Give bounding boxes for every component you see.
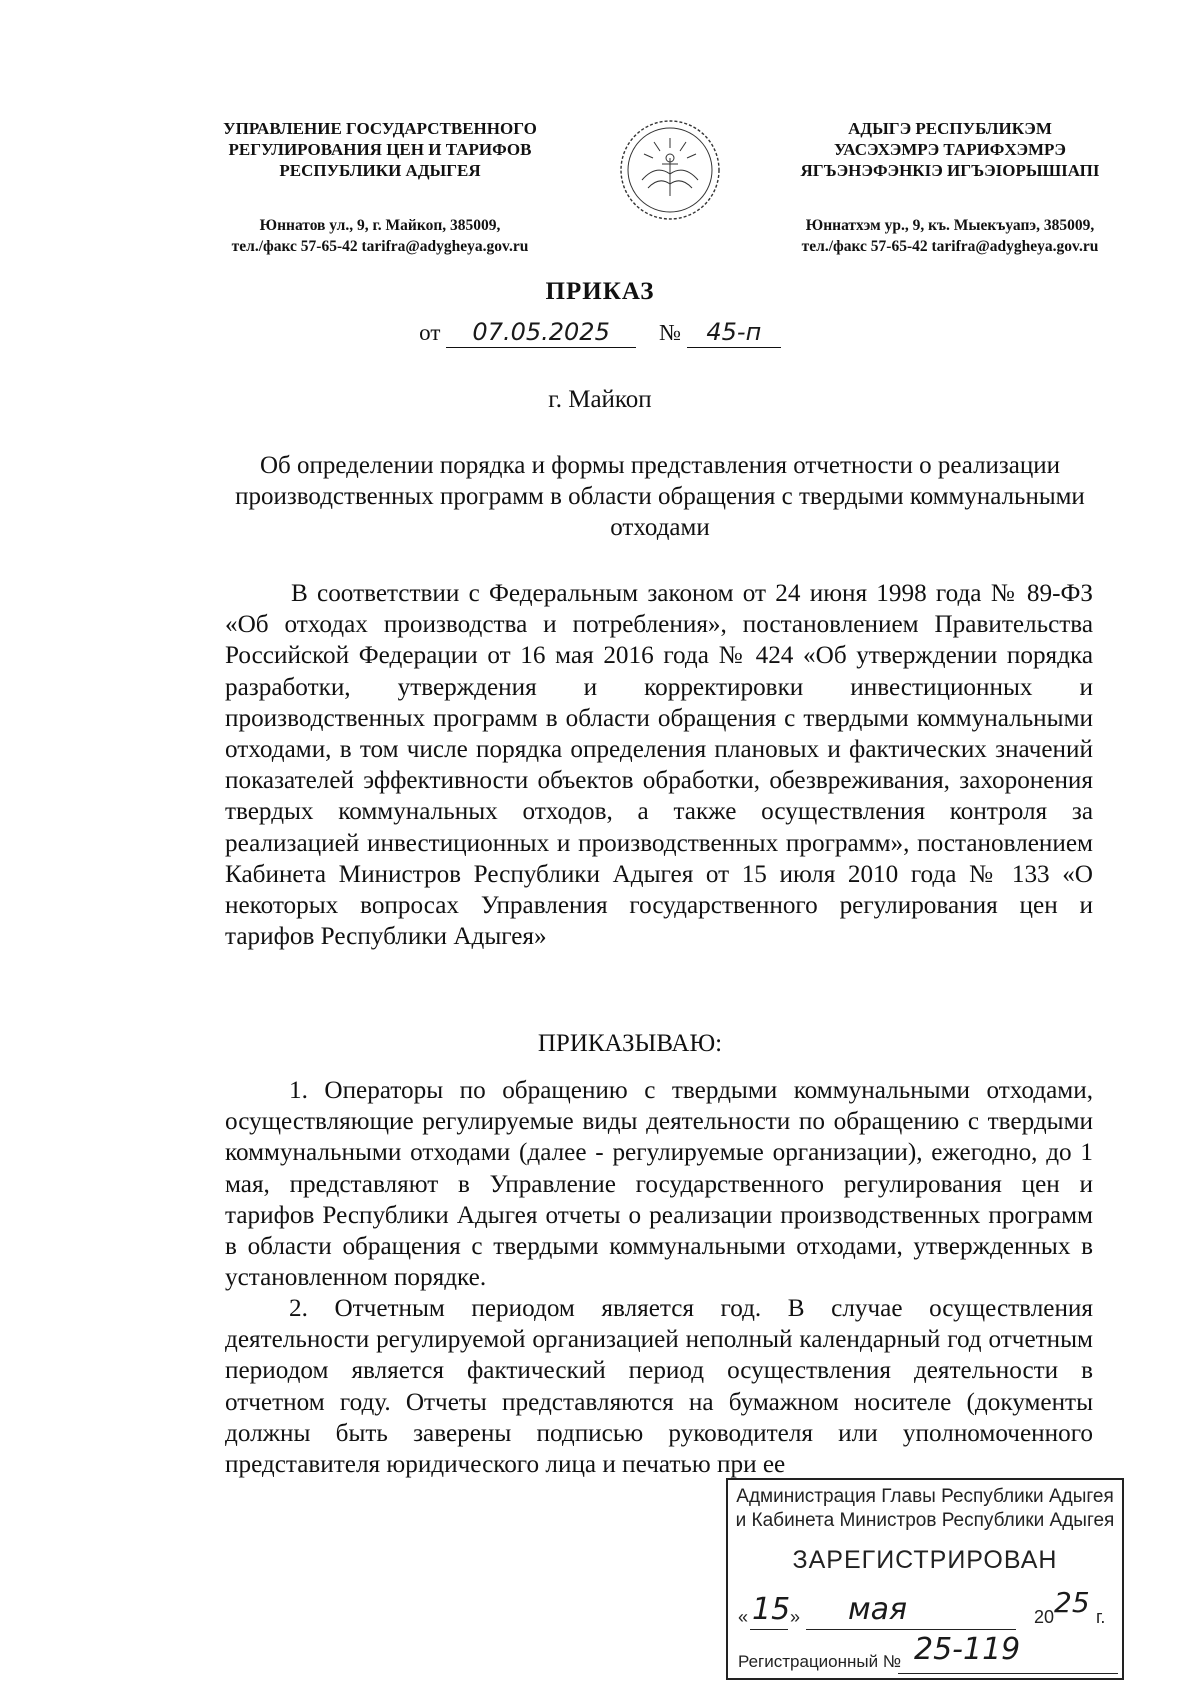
header-left-title [190, 118, 570, 181]
republic-emblem-seal-icon [618, 118, 722, 222]
registration-stamp [726, 1478, 1124, 1680]
stamp-year-prefix: 20 [1034, 1607, 1055, 1627]
stamp-quote-close: » [790, 1607, 801, 1627]
header-left-address-line: Юннатов ул., 9, г. Майкоп, 385009, [259, 217, 501, 234]
stamp-year-unit: г. [1096, 1607, 1106, 1627]
stamp-month-handwritten: мая [848, 1592, 908, 1627]
stamp-registration-row [738, 1632, 1118, 1676]
header-left-title-line: УПРАВЛЕНИЕ ГОСУДАРСТВЕННОГО [223, 119, 537, 138]
stamp-month-rule [806, 1629, 1016, 1630]
stamp-date-row [738, 1586, 1118, 1632]
stamp-quote-open: « [738, 1607, 749, 1627]
order-number-handwritten: 45-п [706, 318, 762, 346]
header-left-title-line: РЕСПУБЛИКИ АДЫГЕЯ [279, 161, 481, 180]
stamp-status: ЗАРЕГИСТРИРОВАН [792, 1546, 1058, 1574]
order-title: ПРИКАЗ [545, 278, 655, 305]
stamp-day-handwritten: 15 [752, 1592, 791, 1627]
order-date-handwritten: 07.05.2025 [472, 318, 610, 346]
header-right-address-line: Юннатхэм ур., 9, къ. Мыекъуапэ, 385009, [805, 217, 1095, 234]
order-item-1: 1. Операторы по обращению с твердыми коммунальными отходами, осуществляющие регулируемые виды деятельности по обращению с твердыми коммунальными отходами (далее - регулируемые организации), ежегодно, до 1 мая, представляют в Управление государственного регулирования цен и тарифов Республики Адыгея отчеты о реализации производственных программ в области обращения с твердыми коммунальными отходами, утвержденных в установленном порядке. [225, 1077, 1093, 1292]
order-date-field [446, 318, 636, 348]
stamp-registration-rule [898, 1673, 1118, 1674]
header-left-title-line: РЕГУЛИРОВАНИЯ ЦЕН И ТАРИФОВ [228, 140, 532, 159]
header-right-title-line: ЯГЪЭНЭФЭНКIЭ ИГЪЭIОРЫШIАПI [800, 161, 1100, 180]
order-date-number-line [0, 318, 1200, 348]
order-date-prefix: от [419, 320, 441, 345]
header-left-contacts-line: тел./факс 57-65-42 tarifra@adygheya.gov.ru [231, 238, 529, 255]
header-right-contacts-line: тел./факс 57-65-42 tarifra@adygheya.gov.ru [801, 238, 1099, 255]
order-number-prefix: № [659, 320, 682, 345]
order-item-2: 2. Отчетным периодом является год. В случае осуществления деятельности регулируемой организацией неполный календарный год отчетным периодом является фактический период осуществления деятельности в отчетном году. Отчеты представляются на бумажном носителе (документы должны быть заверены подписью руководителя или уполномоченного представителя юридического лица и печатью при ее [225, 1295, 1093, 1479]
decree-heading: ПРИКАЗЫВАЮ: [537, 1030, 723, 1057]
header-right-title-line: УАСЭХЭМРЭ ТАРИФХЭМРЭ [834, 140, 1066, 159]
stamp-registration-number-handwritten: 25-119 [914, 1632, 1021, 1667]
order-subject: Об определении порядка и формы представления отчетности о реализации производственных программ в области обращения с твердыми коммунальными отходами [235, 452, 1085, 541]
stamp-year-handwritten: 25 [1054, 1586, 1090, 1619]
order-number-field [687, 318, 781, 348]
header-right-address [760, 215, 1140, 257]
stamp-authority-line-1: Администрация Главы Республики Адыгея [736, 1486, 1114, 1507]
header-right-title [765, 118, 1135, 181]
city-line: г. Майкоп [548, 386, 652, 413]
header-left-address [180, 215, 580, 257]
stamp-day-rule [750, 1629, 788, 1630]
preamble-paragraph: В соответствии с Федеральным законом от 24 июня 1998 года № 89-ФЗ «Об отходах производства и потребления», постановлением Правительства Российской Федерации от 16 мая 2016 года № 424 «Об утверждении порядка разработки, утверждения и корректировки инвестиционных и производственных программ в области обращения с твердыми коммунальными отходами, в том числе порядка определения плановых и фактических значений показателей эффективности объектов обработки, обезвреживания, захоронения твердых коммунальных отходов, а также осуществления контроля за реализацией инвестиционных и производственных программ», постановлением Кабинета Министров Республики Адыгея от 15 июля 2010 года № 133 «О некоторых вопросах Управления государственного регулирования цен и тарифов Республики Адыгея» [225, 580, 1093, 951]
stamp-registration-label: Регистрационный № [738, 1652, 902, 1671]
stamp-authority-line-2: и Кабинета Министров Республики Адыгея [735, 1510, 1115, 1531]
header-right-title-line: АДЫГЭ РЕСПУБЛИКЭМ [848, 119, 1052, 138]
